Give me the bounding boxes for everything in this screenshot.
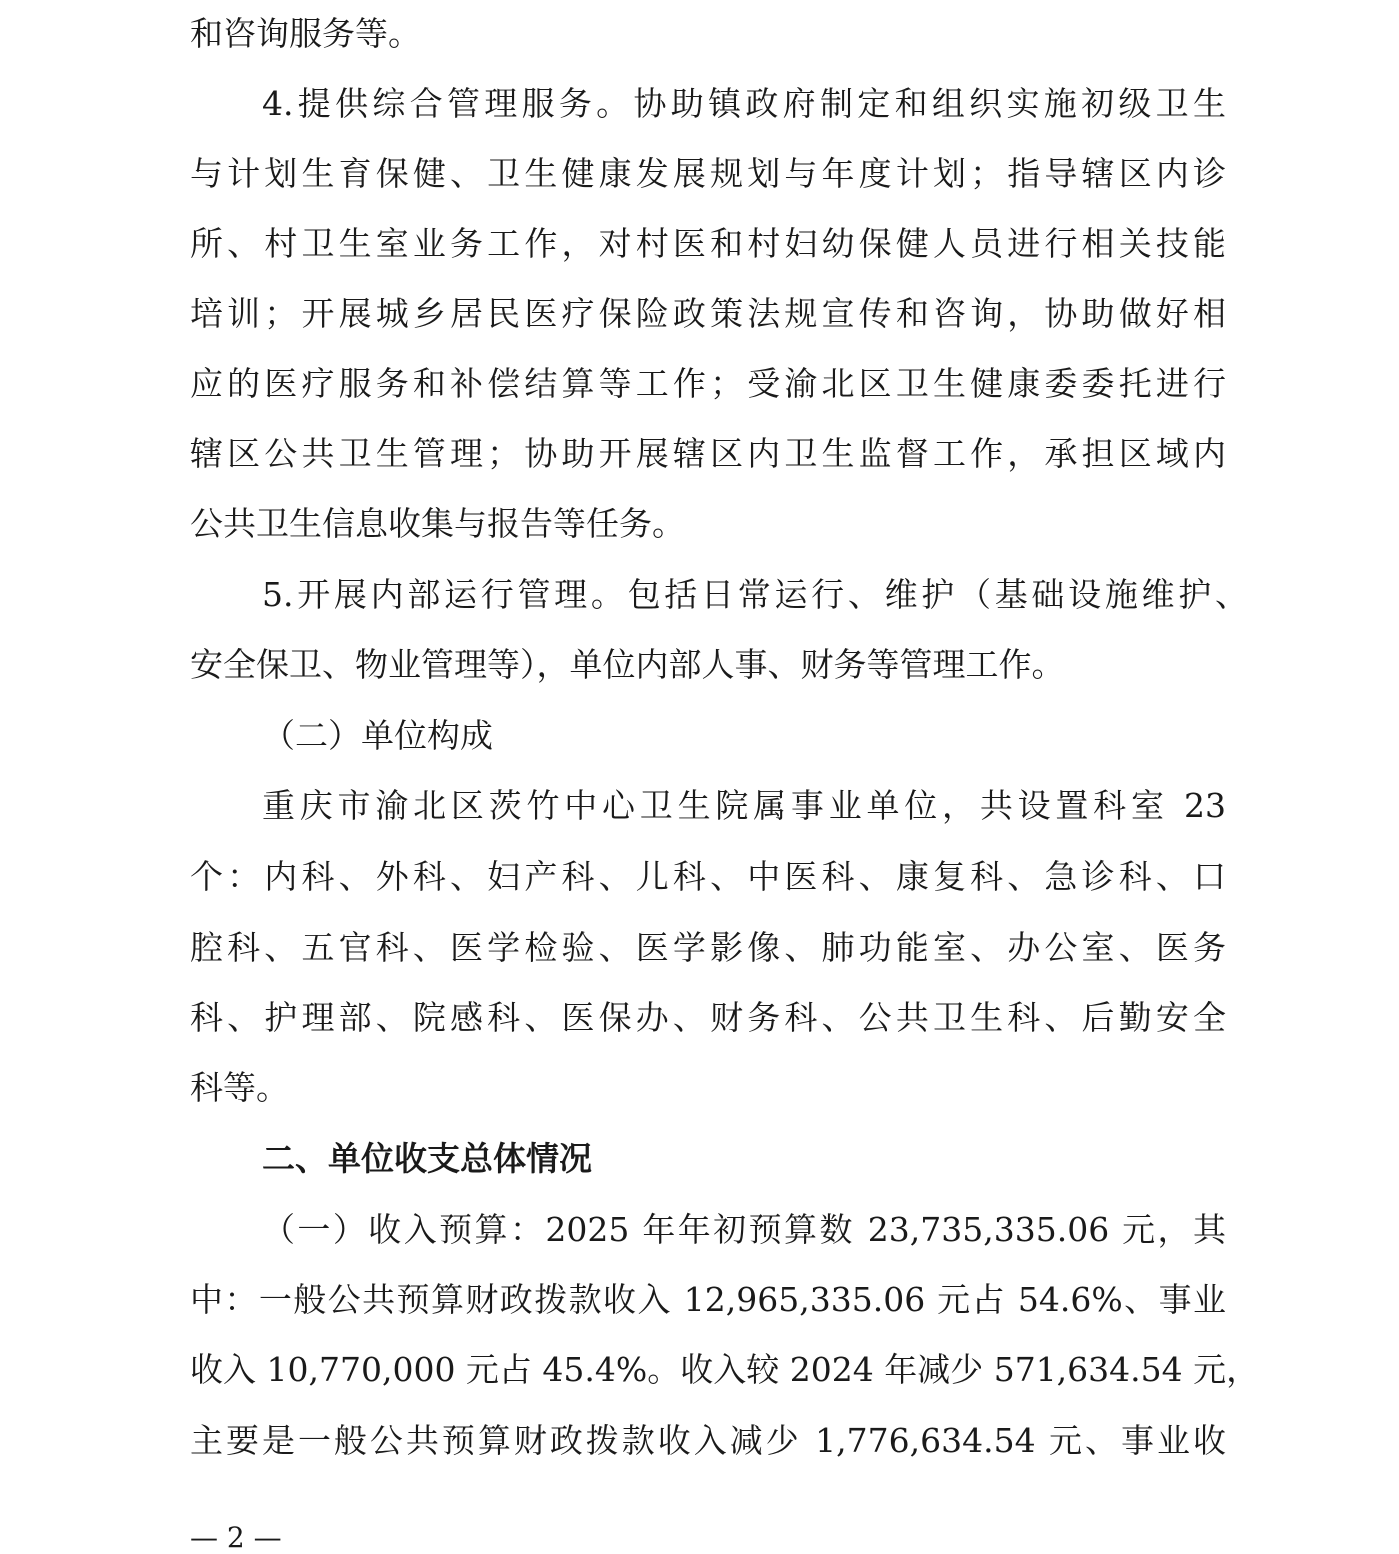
paragraph-line: 腔科、五官科、医学检验、医学影像、肺功能室、办公室、医务 [190,928,1226,967]
paragraph-line: 5.开展内部运行管理。包括日常运行、维护（基础设施维护、 [262,575,1248,614]
chapter-heading: 二、单位收支总体情况 [262,1139,592,1178]
paragraph-line: 辖区公共卫生管理；协助开展辖区内卫生监督工作，承担区域内 [190,434,1226,473]
paragraph-line: 与计划生育保健、卫生健康发展规划与年度计划；指导辖区内诊 [190,154,1226,193]
paragraph-line: 应的医疗服务和补偿结算等工作；受渝北区卫生健康委委托进行 [190,364,1226,403]
paragraph-line: 个：内科、外科、妇产科、儿科、中医科、康复科、急诊科、口 [190,857,1226,896]
paragraph-line: 科、护理部、院感科、医保办、财务科、公共卫生科、后勤安全 [190,998,1226,1037]
paragraph-line: 所、村卫生室业务工作，对村医和村妇幼保健人员进行相关技能 [190,224,1226,263]
paragraph-line: 主要是一般公共预算财政拨款收入减少 1,776,634.54 元、事业收 [190,1421,1226,1460]
paragraph-line: 收入 10,770,000 元占 45.4%。收入较 2024 年减少 571,634.54 元， [190,1350,1260,1389]
paragraph-line: 和咨询服务等。 [190,14,421,53]
paragraph-line: 科等。 [190,1068,289,1107]
paragraph-line: 重庆市渝北区茨竹中心卫生院属事业单位，共设置科室 23 [262,786,1226,825]
page-number: — 2 — [190,1521,282,1554]
paragraph-line: 4.提供综合管理服务。协助镇政府制定和组织实施初级卫生 [262,84,1226,123]
paragraph-line: 中：一般公共预算财政拨款收入 12,965,335.06 元占 54.6%、事业 [190,1280,1226,1319]
section-heading: （二）单位构成 [262,716,493,755]
paragraph-line: 公共卫生信息收集与报告等任务。 [190,504,685,543]
paragraph-line: 培训；开展城乡居民医疗保险政策法规宣传和咨询，协助做好相 [190,294,1226,333]
paragraph-line: （一）收入预算：2025 年年初预算数 23,735,335.06 元，其 [262,1210,1226,1249]
paragraph-line: 安全保卫、物业管理等），单位内部人事、财务等管理工作。 [190,645,1065,684]
